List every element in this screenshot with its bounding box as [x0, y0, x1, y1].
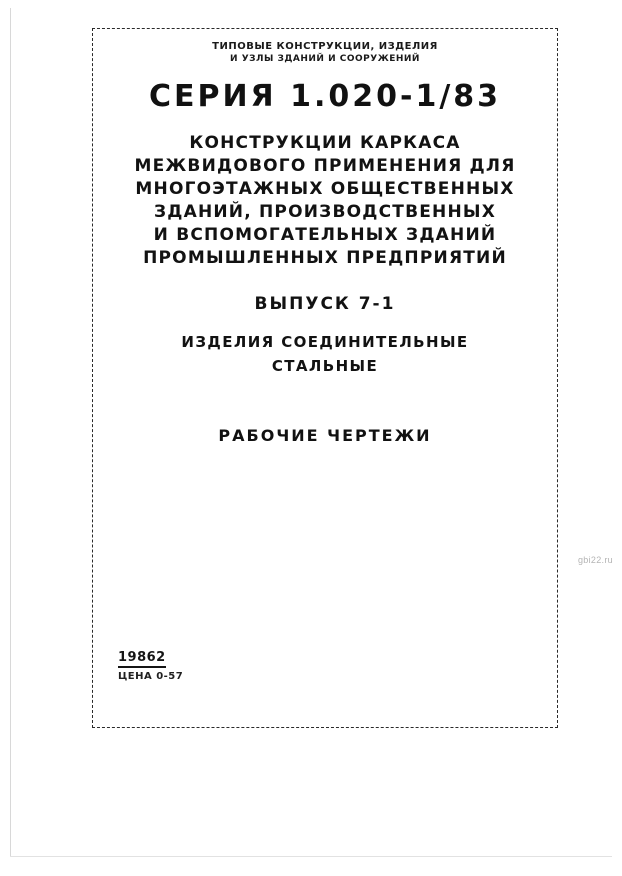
document-title-line-1: КОНСТРУКЦИИ КАРКАСА	[189, 133, 461, 153]
document-title-line-4: ЗДАНИЙ, ПРОИЗВОДСТВЕННЫХ	[153, 202, 497, 222]
document-category-line-2: И УЗЛЫ ЗДАНИЙ И СООРУЖЕНИЙ	[230, 54, 420, 64]
issue-number: ВЫПУСК 7-1	[254, 294, 396, 314]
document-title-line-5: И ВСПОМОГАТЕЛЬНЫХ ЗДАНИЙ	[153, 225, 497, 245]
document-subtitle-line-2: СТАЛЬНЫЕ	[271, 357, 379, 375]
watermark: gbi22.ru	[578, 555, 613, 565]
title-block-content	[92, 28, 558, 728]
document-subtitle	[92, 330, 558, 378]
series-number: СЕРИЯ 1.020-1/83	[148, 79, 502, 114]
document-title-line-6: ПРОМЫШЛЕННЫХ ПРЕДПРИЯТИЙ	[143, 248, 507, 268]
scan-edge-left	[10, 8, 11, 856]
publication-stamp	[118, 648, 183, 682]
stamp-price: ЦЕНА 0-57	[118, 671, 184, 682]
scan-edge-bottom	[10, 856, 612, 857]
drawings-label: РАБОЧИЕ ЧЕРТЕЖИ	[218, 426, 432, 445]
document-subtitle-line-1: ИЗДЕЛИЯ СОЕДИНИТЕЛЬНЫЕ	[181, 333, 469, 351]
document-title-line-2: МЕЖВИДОВОГО ПРИМЕНЕНИЯ ДЛЯ	[134, 156, 516, 176]
document-category	[92, 40, 558, 66]
document-title	[92, 132, 558, 270]
document-category-line-1: ТИПОВЫЕ КОНСТРУКЦИИ, ИЗДЕЛИЯ	[212, 41, 438, 52]
stamp-number: 19862	[118, 650, 166, 668]
document-title-line-3: МНОГОЭТАЖНЫХ ОБЩЕСТВЕННЫХ	[135, 179, 515, 199]
